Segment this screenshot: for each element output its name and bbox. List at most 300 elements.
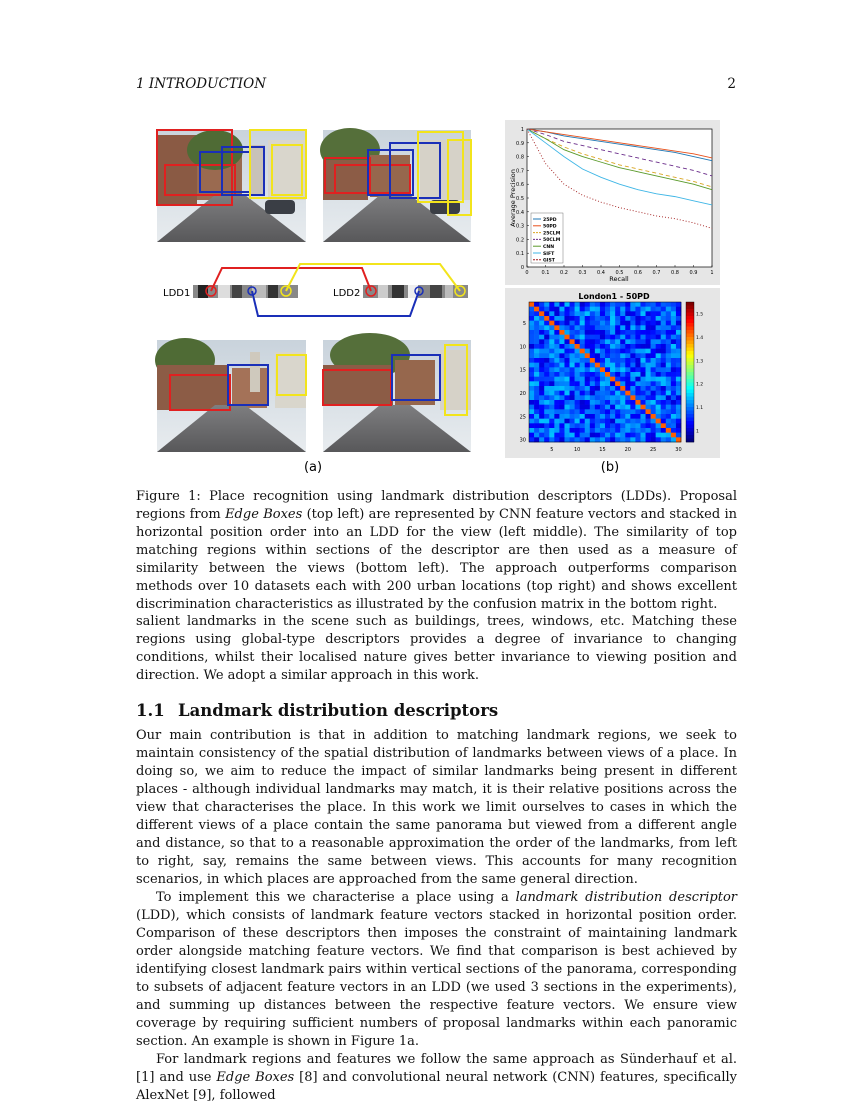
cm-cell	[635, 377, 640, 382]
cm-cell	[544, 335, 549, 340]
cm-cell	[620, 414, 625, 419]
cm-cell	[539, 307, 544, 312]
cm-cell	[610, 391, 615, 396]
cm-cell	[590, 344, 595, 349]
cm-cell	[539, 363, 544, 368]
cm-cell	[554, 335, 559, 340]
cm-cell	[585, 344, 590, 349]
pr-legend-label: CNN	[543, 245, 555, 250]
cm-colorbar-segment	[686, 341, 694, 345]
section-number: 1.1	[136, 701, 165, 720]
cm-cell	[635, 419, 640, 424]
cm-cell	[676, 381, 681, 386]
cm-cell	[575, 437, 580, 442]
cm-cell	[640, 423, 645, 428]
cm-cell	[646, 358, 651, 363]
cm-cell	[661, 335, 666, 340]
cm-cell	[635, 433, 640, 438]
cm-cell	[554, 381, 559, 386]
cm-cell	[676, 400, 681, 405]
cm-cell	[534, 307, 539, 312]
cm-colorbar-segment	[686, 306, 694, 310]
cm-cell	[671, 377, 676, 382]
cm-cell	[651, 307, 656, 312]
cm-cell	[539, 302, 544, 307]
cm-cell	[564, 433, 569, 438]
cm-cell	[605, 423, 610, 428]
cm-cell	[661, 316, 666, 321]
cm-cell	[640, 339, 645, 344]
cm-cell	[656, 335, 661, 340]
cm-cell	[549, 358, 554, 363]
cm-cell	[615, 349, 620, 354]
cm-cell	[590, 433, 595, 438]
cm-cell	[534, 302, 539, 307]
cm-cell	[615, 325, 620, 330]
cm-cell	[640, 405, 645, 410]
cm-cell	[676, 353, 681, 358]
cm-cell	[570, 377, 575, 382]
cm-cell	[676, 330, 681, 335]
cm-cell	[585, 335, 590, 340]
cm-cell	[529, 330, 534, 335]
cm-cell	[635, 428, 640, 433]
cm-cell	[640, 344, 645, 349]
cm-cell	[529, 395, 534, 400]
cm-colorbar-segment	[686, 313, 694, 317]
cm-cell	[539, 325, 544, 330]
cm-cell	[630, 395, 635, 400]
cm-cell	[590, 395, 595, 400]
cm-cell	[656, 409, 661, 414]
cm-cell	[554, 414, 559, 419]
cm-cell	[529, 367, 534, 372]
cm-cell	[534, 423, 539, 428]
cm-cell	[554, 339, 559, 344]
ldd1-label: LDD1	[163, 288, 191, 299]
cm-cell	[646, 395, 651, 400]
cm-cell	[630, 307, 635, 312]
cm-xtick-label: 15	[599, 447, 606, 453]
cm-cell	[595, 377, 600, 382]
cm-cell	[610, 405, 615, 410]
cm-cell	[580, 409, 585, 414]
cm-cell	[600, 437, 605, 442]
cm-colorbar-segment	[686, 425, 694, 429]
cm-cell	[646, 433, 651, 438]
cm-cell	[635, 335, 640, 340]
cm-cell	[625, 386, 630, 391]
body-paragraph-2: Our main contribution is that in addition to matching landmark regions, we seek to maintain consistency of the spatial distribution of landmarks between views of a place. In doing so, we aim to reduce the impact of similar landmarks being present in different places - although individual landmarks may match, it is their relative positions across the view that characterises the place. In this work we limit ourselves to cases in which the different views of a place contain the same panorama but viewed from a different angle and distance, so that to a reasonable approximation the order of the landmarks, from left to right, say, remains the same between views. This accounts for many recognition scenarios, in which places are approached from the same general direction.	[136, 728, 737, 887]
para3-start: To implement this we characterise a place using a	[156, 890, 516, 905]
cm-cell	[549, 381, 554, 386]
cm-cell	[605, 367, 610, 372]
cm-cell	[539, 353, 544, 358]
cm-cell	[610, 395, 615, 400]
cm-cell	[600, 358, 605, 363]
cm-cell	[559, 405, 564, 410]
cm-cell	[620, 325, 625, 330]
cm-cell	[580, 367, 585, 372]
cm-cell	[635, 423, 640, 428]
cm-cell	[635, 391, 640, 396]
cm-cell	[640, 311, 645, 316]
cm-cell	[534, 339, 539, 344]
cm-cell	[625, 372, 630, 377]
cm-cell	[529, 353, 534, 358]
cm-cell	[605, 363, 610, 368]
cm-cell	[605, 409, 610, 414]
cm-cell	[676, 377, 681, 382]
cm-cell	[661, 433, 666, 438]
cm-cell	[635, 372, 640, 377]
cm-cell	[671, 349, 676, 354]
cm-cell	[564, 428, 569, 433]
cm-cell	[600, 428, 605, 433]
subfigure-b-label: (b)	[600, 460, 620, 475]
cm-cell	[539, 349, 544, 354]
cm-cell	[570, 437, 575, 442]
cm-cell	[646, 307, 651, 312]
cm-cell	[671, 363, 676, 368]
cm-cell	[564, 349, 569, 354]
cm-cell	[554, 367, 559, 372]
cm-cell	[620, 330, 625, 335]
cm-cell	[544, 428, 549, 433]
cm-cell	[529, 386, 534, 391]
cm-xtick-label: 10	[573, 447, 581, 453]
cm-cell	[651, 381, 656, 386]
cm-cell	[549, 302, 554, 307]
cm-cell	[575, 372, 580, 377]
cm-cell	[559, 316, 564, 321]
cm-cell	[640, 321, 645, 326]
cm-cell	[615, 428, 620, 433]
cm-cell	[590, 419, 595, 424]
cm-cell	[539, 386, 544, 391]
cm-cell	[534, 428, 539, 433]
cm-cell	[625, 349, 630, 354]
cm-cell	[564, 363, 569, 368]
cm-cell	[651, 377, 656, 382]
cm-cell	[635, 358, 640, 363]
cm-cell	[595, 381, 600, 386]
cm-cell	[529, 311, 534, 316]
cm-cell	[620, 372, 625, 377]
cm-cell	[610, 372, 615, 377]
cm-cell	[534, 372, 539, 377]
cm-colorbar-segment	[686, 334, 694, 338]
cm-cell	[610, 381, 615, 386]
cm-cell	[615, 395, 620, 400]
cm-colorbar-segment	[686, 418, 694, 422]
cm-cell	[600, 311, 605, 316]
cm-cell	[676, 367, 681, 372]
cm-cell	[676, 335, 681, 340]
pr-xtick-label: 0.6	[634, 270, 642, 276]
cm-cell	[646, 325, 651, 330]
cm-cell	[605, 377, 610, 382]
cm-cell	[554, 423, 559, 428]
cm-cell	[534, 363, 539, 368]
cm-cell	[575, 302, 580, 307]
cm-cell	[625, 400, 630, 405]
cm-cell	[625, 428, 630, 433]
cm-cell	[615, 339, 620, 344]
cm-cell	[539, 428, 544, 433]
cm-cell	[575, 405, 580, 410]
para4-end: [8] and convolutional neural network (CNN) features, specifically AlexNet [9], followed	[136, 1070, 737, 1103]
cm-cell	[620, 302, 625, 307]
cm-cell	[539, 330, 544, 335]
cm-cell	[554, 330, 559, 335]
cm-cell	[671, 330, 676, 335]
pr-legend-label: 50CLM	[543, 238, 561, 244]
cm-cell	[671, 428, 676, 433]
cm-cell	[600, 321, 605, 326]
cm-cell	[575, 428, 580, 433]
cm-cell	[656, 367, 661, 372]
cm-cell	[580, 339, 585, 344]
cm-cell	[646, 335, 651, 340]
cm-cell	[600, 423, 605, 428]
cm-cell	[554, 395, 559, 400]
cm-cell	[564, 381, 569, 386]
cm-cell	[666, 428, 671, 433]
cm-cell	[605, 330, 610, 335]
cm-cell	[559, 363, 564, 368]
cm-cell	[570, 381, 575, 386]
cm-cell	[676, 405, 681, 410]
cm-cell	[666, 307, 671, 312]
cm-cell	[575, 330, 580, 335]
cm-cell	[610, 335, 615, 340]
cm-cell	[640, 437, 645, 442]
cm-cell	[661, 405, 666, 410]
cm-cell	[676, 391, 681, 396]
cm-cell	[544, 419, 549, 424]
cm-cell	[549, 395, 554, 400]
cm-cell	[640, 372, 645, 377]
section-heading	[136, 701, 498, 720]
cm-cell	[630, 330, 635, 335]
cm-cell	[549, 419, 554, 424]
cm-cell	[605, 344, 610, 349]
cm-cell	[564, 353, 569, 358]
cm-cell	[534, 321, 539, 326]
cm-cell	[666, 321, 671, 326]
cm-cell	[529, 400, 534, 405]
cm-cell	[529, 419, 534, 424]
cm-cell	[580, 386, 585, 391]
cm-cell	[564, 409, 569, 414]
cm-cell	[564, 335, 569, 340]
cm-cell	[610, 353, 615, 358]
cm-cell	[590, 367, 595, 372]
cm-cell	[615, 330, 620, 335]
cm-cell	[529, 437, 534, 442]
cm-cell	[595, 302, 600, 307]
cm-cell	[620, 349, 625, 354]
cm-colorbar-segment	[686, 369, 694, 373]
cm-cell	[646, 386, 651, 391]
cm-cell	[635, 353, 640, 358]
paragraph-text: salient landmarks in the scene such as buildings, trees, windows, etc. Matching these regions using global-type descriptors provides a degree of invariance to changing conditions, whilst their localised nature gives better invariance to viewing position and direction. We adopt a similar approach in this work.	[136, 614, 737, 683]
cm-cell	[625, 367, 630, 372]
body-paragraph-3	[136, 889, 737, 1051]
cm-cell	[600, 339, 605, 344]
cm-cell	[529, 358, 534, 363]
cm-cell	[539, 311, 544, 316]
cm-cell	[610, 414, 615, 419]
cm-cell	[625, 391, 630, 396]
cm-cell	[610, 302, 615, 307]
cm-cell	[564, 339, 569, 344]
cm-colorbar-segment	[686, 376, 694, 380]
cm-cell	[544, 437, 549, 442]
cm-colorbar-segment	[686, 432, 694, 436]
cm-cell	[661, 344, 666, 349]
cm-cell	[534, 377, 539, 382]
pr-xtick-label: 0.9	[689, 270, 698, 276]
cm-cell	[610, 419, 615, 424]
cm-cell	[620, 405, 625, 410]
cm-cell	[625, 316, 630, 321]
street-photo-top-left	[157, 130, 306, 242]
cm-cell	[570, 428, 575, 433]
cm-cell	[640, 367, 645, 372]
pr-ytick-label: 0.6	[516, 182, 524, 189]
cm-cell	[600, 316, 605, 321]
cm-cell	[549, 363, 554, 368]
cm-cell	[620, 423, 625, 428]
cm-cell	[544, 381, 549, 386]
cm-cell	[549, 335, 554, 340]
cm-cell	[635, 349, 640, 354]
cm-cell	[580, 405, 585, 410]
cm-cell	[539, 335, 544, 340]
pr-ytick-label: 0.8	[516, 154, 524, 161]
cm-cell	[615, 353, 620, 358]
cm-cell	[559, 437, 564, 442]
cm-cell	[656, 344, 661, 349]
cm-cell	[554, 405, 559, 410]
cm-cell	[646, 330, 651, 335]
cm-cell	[554, 433, 559, 438]
cm-colorbar-segment	[686, 351, 694, 355]
cm-cell	[676, 414, 681, 419]
pr-ytick-label: 0	[520, 265, 524, 271]
cm-cell	[620, 395, 625, 400]
cm-cell	[580, 363, 585, 368]
cm-cell	[534, 395, 539, 400]
cm-cell	[615, 363, 620, 368]
cm-cell	[651, 363, 656, 368]
cm-cell	[575, 409, 580, 414]
pr-legend-label: 25CLM	[543, 231, 561, 237]
cm-cell	[615, 311, 620, 316]
cm-cell	[610, 409, 615, 414]
cm-cell	[640, 395, 645, 400]
cm-cell	[559, 409, 564, 414]
cm-colorbar-segment	[686, 302, 694, 306]
cm-cell	[656, 316, 661, 321]
cm-cell	[620, 363, 625, 368]
cm-cell	[544, 363, 549, 368]
cm-colorbar-segment	[686, 362, 694, 366]
cm-cell	[585, 367, 590, 372]
cm-cell	[661, 325, 666, 330]
cm-cell	[544, 433, 549, 438]
cm-cell	[620, 386, 625, 391]
cm-colorbar-segment	[686, 327, 694, 331]
cm-cell	[625, 395, 630, 400]
cm-cell	[559, 372, 564, 377]
cm-cell	[549, 405, 554, 410]
cm-cell	[666, 325, 671, 330]
cm-cell	[615, 321, 620, 326]
cm-colorbar-segment	[686, 355, 694, 359]
cm-cell	[630, 367, 635, 372]
cm-cell	[656, 372, 661, 377]
cm-colorbar-segment	[686, 344, 694, 348]
cm-cell	[620, 400, 625, 405]
cm-colorbar-segment	[686, 421, 694, 425]
cm-cell	[559, 367, 564, 372]
cm-cell	[671, 386, 676, 391]
cm-cell	[559, 307, 564, 312]
cm-cell	[559, 344, 564, 349]
cm-cell	[575, 316, 580, 321]
cm-cell	[539, 321, 544, 326]
cm-cell	[534, 349, 539, 354]
cm-cell	[656, 395, 661, 400]
cm-cell	[635, 325, 640, 330]
cm-cell	[630, 325, 635, 330]
cm-cell	[630, 423, 635, 428]
cm-cell	[656, 419, 661, 424]
cm-cell	[580, 330, 585, 335]
cm-cell	[666, 349, 671, 354]
cm-cell	[615, 433, 620, 438]
cm-cell	[661, 307, 666, 312]
cm-ytick-label: 20	[519, 391, 526, 397]
cm-cell	[534, 405, 539, 410]
cm-cell	[549, 330, 554, 335]
cm-cell	[635, 437, 640, 442]
cm-cell	[549, 339, 554, 344]
cm-cell	[575, 358, 580, 363]
pr-legend-label: SIFT	[543, 251, 555, 257]
cm-cell	[646, 316, 651, 321]
cm-cell	[671, 339, 676, 344]
cm-cell	[554, 302, 559, 307]
cm-cell	[595, 395, 600, 400]
cm-cell	[564, 386, 569, 391]
cm-cell	[630, 302, 635, 307]
cm-cell	[610, 428, 615, 433]
cm-cell	[671, 321, 676, 326]
cm-cell	[590, 409, 595, 414]
cm-cell	[590, 307, 595, 312]
cm-cell	[651, 335, 656, 340]
pr-ytick-label: 0.4	[516, 209, 524, 216]
cm-cell	[676, 409, 681, 414]
cm-cell	[640, 302, 645, 307]
cm-cell	[610, 325, 615, 330]
cm-cell	[595, 358, 600, 363]
cm-cell	[544, 344, 549, 349]
